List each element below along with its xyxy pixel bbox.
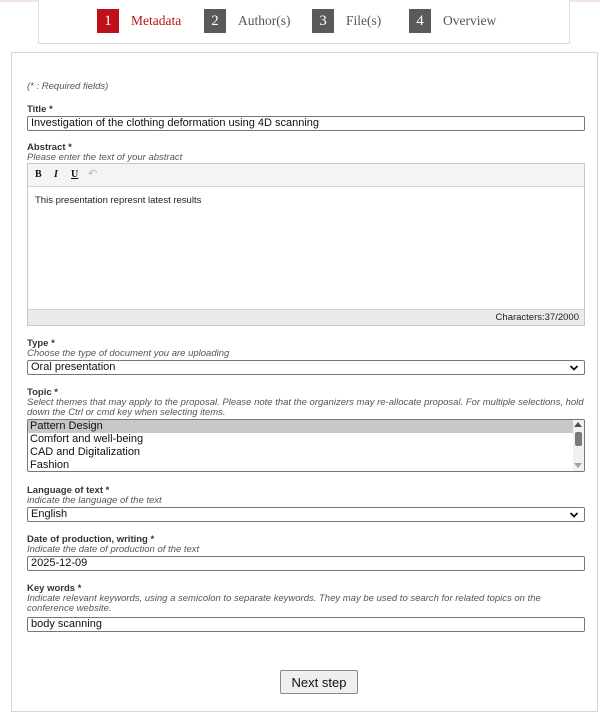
undo-icon[interactable]: ↶ [88,168,98,180]
keywords-hint-line: conference website. [27,603,112,614]
chevron-down-icon [569,510,579,520]
step-number: 2 [204,9,226,33]
type-select-value: Oral presentation [31,361,116,373]
wizard-steps [38,0,570,44]
step-overview[interactable] [409,9,496,33]
abstract-label: Abstract * [27,142,72,153]
type-label: Type * [27,338,55,349]
step-authors[interactable] [204,9,291,33]
title-label: Title * [27,104,53,115]
type-select[interactable] [27,360,585,375]
topic-hint [27,398,587,418]
required-fields-note: (* : Required fields) [27,81,109,92]
scroll-thumb[interactable] [575,432,582,446]
type-hint: Choose the type of document you are uploading [27,348,230,359]
listbox-scrollbar[interactable] [573,420,584,471]
chevron-down-icon [569,363,579,373]
abstract-text[interactable]: This presentation represnt latest results [35,195,202,206]
step-number: 1 [97,9,119,33]
step-number: 4 [409,9,431,33]
topic-label: Topic * [27,387,58,398]
underline-button[interactable]: U [71,169,79,180]
topic-listbox[interactable] [27,419,585,472]
keywords-input[interactable]: body scanning [27,617,585,632]
keywords-label: Key words * [27,583,82,594]
keywords-hint-line: Indicate relevant keywords, using a semicolon to separate keywords. They may be used to search for related topics on the [27,593,541,604]
date-input[interactable]: 2025-12-09 [27,556,585,571]
next-step-button[interactable]: Next step [280,670,358,694]
language-select-value: English [31,508,68,520]
scroll-down-arrow-icon[interactable] [574,463,582,468]
topic-hint-line: Select themes that may apply to the proposal. Please note that the organizers may re-allocate proposal. For multiple selections, hold [27,397,584,408]
step-label: Overview [443,13,497,28]
metadata-form [11,52,598,712]
step-metadata[interactable] [97,9,181,33]
title-input[interactable]: Investigation of the clothing deformation using 4D scanning [27,116,585,131]
step-label: File(s) [346,13,382,28]
abstract-hint: Please enter the text of your abstract [27,152,183,163]
bold-button[interactable]: B [35,169,42,180]
date-hint: Indicate the date of production of the text [27,544,200,555]
character-counter: Characters:37/2000 [28,309,584,325]
editor-toolbar [28,164,584,187]
step-label: Author(s) [238,13,291,28]
italic-button[interactable]: I [54,169,58,180]
topic-hint-line: down the Ctrl or cmd key when selecting items. [27,407,226,418]
topic-option[interactable]: Fashion [30,459,70,471]
language-select[interactable] [27,507,585,522]
step-files[interactable] [312,9,381,33]
step-label: Metadata [131,13,182,28]
topic-option[interactable]: CAD and Digitalization [30,446,141,458]
date-label: Date of production, writing * [27,534,155,545]
topic-option[interactable]: Comfort and well-being [30,433,144,445]
abstract-editor [27,163,585,326]
keywords-hint [27,594,587,614]
language-hint: indicate the language of the text [27,495,162,506]
language-label: Language of text * [27,485,110,496]
topic-option[interactable]: Pattern Design [28,420,584,433]
scroll-up-arrow-icon[interactable] [574,422,582,427]
step-number: 3 [312,9,334,33]
